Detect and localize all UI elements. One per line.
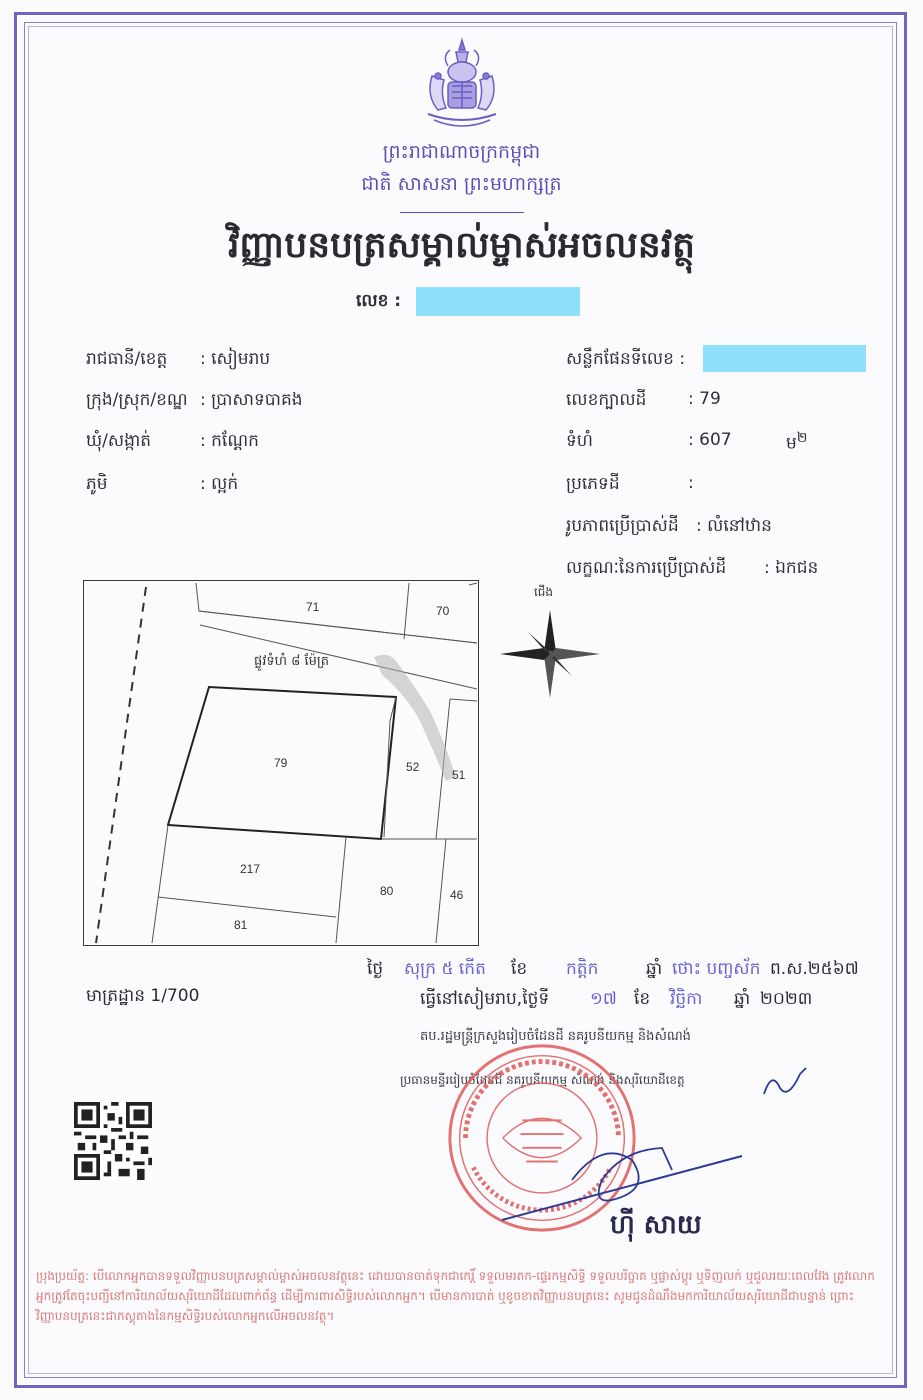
issue-month-label: ខែ (634, 989, 651, 1009)
lunar-year-value: ថោះ បញ្ចស័ក (672, 959, 761, 979)
parcel-number-label: លេខក្បាលដី (566, 390, 647, 410)
land-type-value: : (688, 473, 694, 493)
parcel-52-label: 52 (406, 760, 420, 774)
certificate-number-redacted (416, 287, 580, 316)
land-use-label: រូបភាពប្រើប្រាស់ដី (566, 516, 679, 536)
map-drawing (84, 581, 477, 944)
province-value: : សៀមរាប (200, 349, 271, 369)
district-value: : ប្រាសាទបាគង (200, 390, 303, 410)
divider (400, 212, 524, 213)
motto-line-2: ជាតិ សាសនា ព្រះមហាក្សត្រ (361, 173, 562, 195)
parcel-number-value: : 79 (688, 389, 721, 409)
legal-notice: ប្រុងប្រយ័ត្ន: បើលោកអ្នកបានទទួលវិញ្ញាបនបត្រសម្គាល់ម្ចាស់អចលនវត្ថុនេះ ដោយបានចាត់ទុកជាកេរ្តិ៍ ទទួលមរតក-ផ្ទេរកម្មសិទ្ធិ ទទួលបរិច្ចាគ ឬផ្លាស់ប្តូរ ឬទិញលក់ ឬជួលរយៈពេលវែង ត្រូវលោកអ្នកត្រូវតែចុះបញ្ជីនៅការិយាល័យសុរិយោដីដែលពាក់ព័ន្ធ ដើម្បីការពារសិទ្ធិរបស់លោកអ្នក។ បើមានការបាត់ ឬខូចខាតវិញ្ញាបនបត្រនេះ សូមជូនដំណឹងមកការិយាល័យសុរិយោដីជាបន្ទាន់ ព្រោះវិញ្ញាបនបត្រនេះជាភស្តុតាងនៃកម្មសិទ្ធិរបស់លោកអ្នកលើអចលនវត្ថុ។ (36, 1269, 875, 1323)
area-value: : 607 (688, 430, 732, 450)
signatory-title: ប្រធានមន្ទីររៀបចំដែនដី នគរូបនីយកម្ម សំណង់ និងសុរិយោដីខេត្ត (400, 1073, 685, 1087)
cadastral-map (83, 580, 479, 946)
parcel-71-label: 71 (306, 600, 320, 614)
area-label: ទំហំ (566, 431, 593, 451)
issue-day: ១៧ (590, 989, 617, 1009)
qr-code-icon (74, 1102, 152, 1180)
lunar-day-label: ថ្ងៃ (367, 959, 384, 979)
motto-line-1: ព្រះរាជាណាចក្រកម្ពុជា (382, 141, 541, 163)
lunar-month-label: ខែ (511, 959, 528, 979)
parcel-70-label: 70 (436, 604, 450, 618)
issue-month: វិច្ឆិកា (670, 989, 703, 1009)
map-scale: មាត្រដ្ឋាន 1/700 (86, 986, 200, 1006)
commune-label: ឃុំ/សង្កាត់ (86, 431, 152, 451)
on-behalf-of-minister: តប.រដ្ឋមន្ត្រីក្រសួងរៀបចំដែនដី នគរូបនីយកម្ម និងសំណង់ (420, 1029, 691, 1044)
parcel-46-label: 46 (450, 888, 464, 902)
commune-value: : កណ្ដែក (200, 431, 259, 451)
area-unit: ម$^២$ (786, 430, 808, 454)
village-value: : ល្អក់ (200, 474, 239, 494)
parcel-80-label: 80 (380, 884, 394, 898)
parcel-79-label: 79 (274, 756, 288, 770)
parcel-51-label: 51 (452, 768, 466, 782)
north-arrow-icon (500, 604, 600, 704)
map-sheet-number-redacted (703, 345, 866, 372)
land-type-label: ប្រភេទដី (566, 474, 620, 494)
lunar-day-value: សុក្រ ៥ កើត (404, 959, 486, 979)
lunar-year-label: ឆ្នាំ (646, 959, 663, 979)
lunar-month-value: កត្តិក (566, 959, 599, 979)
parcel-217-label: 217 (240, 862, 261, 876)
issue-year: ២០២៣ (760, 989, 813, 1009)
initial-mark (760, 1064, 810, 1104)
province-label: រាជធានី/ខេត្ត (86, 349, 168, 369)
issue-year-label: ឆ្នាំ (734, 989, 751, 1009)
map-sheet-label: សន្លឹកផែនទីលេខ : (566, 349, 686, 369)
north-label: ជើង (534, 585, 554, 599)
road-label: ផ្លូវទំហំ ៨ ម៉ែត្រ (254, 654, 329, 669)
land-use-value: : លំនៅឋាន (696, 516, 772, 536)
issue-place-date-label: ធ្វើនៅសៀមរាប,ថ្ងៃទី (420, 989, 550, 1009)
district-label: ក្រុង/ស្រុក/ខណ្ឌ (86, 390, 188, 410)
royal-emblem-icon (412, 36, 512, 136)
buddhist-era: ព.ស.២៥៦៧ (770, 959, 859, 979)
village-label: ភូមិ (86, 474, 108, 494)
certificate-number-label: លេខ : (356, 291, 402, 311)
land-use-type-value: : ឯកជន (764, 558, 819, 578)
parcel-81-label: 81 (234, 918, 248, 932)
land-use-type-label: លក្ខណៈនៃការប្រើប្រាស់ដី (566, 558, 727, 578)
page-title: វិញ្ញាបនបត្រសម្គាល់ម្ចាស់អចលនវត្ថុ (227, 225, 696, 266)
signatory-name: ហ៊ី សាយ (610, 1210, 702, 1240)
